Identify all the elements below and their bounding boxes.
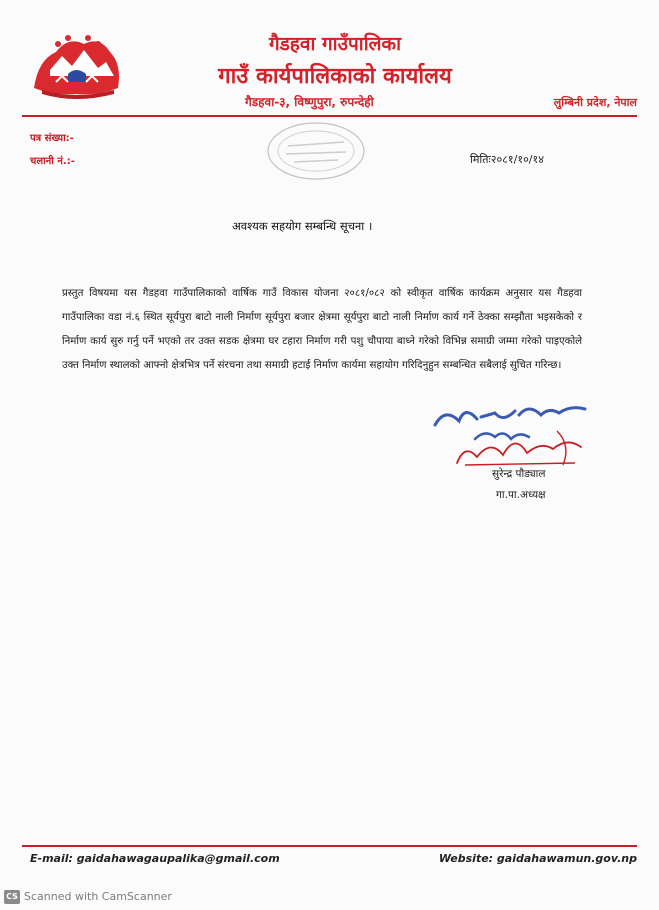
letter-subject: अवश्यक सहयोग सम्बन्धि सूचना । <box>232 219 373 233</box>
letter-body: प्रस्तुत विषयमा यस गैडहवा गाउँपालिकाको वार्षिक गाउँ विकास योजना २०८१/०८२ को स्वीकृत वार्षिक कार्यक्रम अनुसार यस गैडहवा गाउँपालिका वडा नं.६ स्थित सूर्यपुरा बाटो नाली निर्माण सूर्यपुरा बजार क्षेत्रमा सूर्यपुरा बाटो नाली निर्माण कार्य गर्ने ठेक्का सम्झौता भइसकेको र निर्माण कार्य सुरु गर्नु पर्ने भएको तर उक्त सडक क्षेत्रमा घर टहारा निर्माण गरी पशु चौपाया बाध्ने गरेको विभिन्न समाग्री जम्मा गरेको पाइएकोले उक्त निर्माण स्थालको आफ्नो क्षेत्रभित्र पर्ने संरचना तथा समाग्री हटाई निर्माण कार्यमा सहायोग गरिदिनुहुन सम्बन्धित सबैलाई सुचित गरिन्छ। <box>62 288 582 371</box>
letter-number-label: पत्र संख्या:- <box>30 133 74 144</box>
signatory-title: गा.पा.अध्यक्ष <box>496 489 546 501</box>
nepal-emblem-logo <box>28 30 126 102</box>
header-divider <box>22 115 637 117</box>
footer-email: E-mail: gaidahawagaupalika@gmail.com <box>30 852 280 865</box>
province-label: लुम्बिनी प्रदेश, नेपाल <box>553 96 637 109</box>
municipality-name: गैडहवा गाउँपालिका <box>268 33 402 55</box>
office-address: गैडहवा-३, विष्णुपुरा, रुपन्देही <box>245 95 374 109</box>
office-title: गाउँ कार्यपालिकाको कार्यालय <box>218 64 452 89</box>
letter-date: मितिः२०८१/१०/१४ <box>470 153 544 166</box>
dispatch-number-label: चलानी नं.:- <box>30 156 75 167</box>
footer-website: Website: gaidahawamun.gov.np <box>438 852 637 865</box>
camscanner-logo-icon: CS <box>4 890 20 904</box>
scanner-watermark-text: Scanned with CamScanner <box>24 890 172 903</box>
footer-divider <box>22 845 637 847</box>
signatory-name: सुरेन्द्र पौड्याल <box>492 468 546 480</box>
office-stamp <box>264 120 368 182</box>
